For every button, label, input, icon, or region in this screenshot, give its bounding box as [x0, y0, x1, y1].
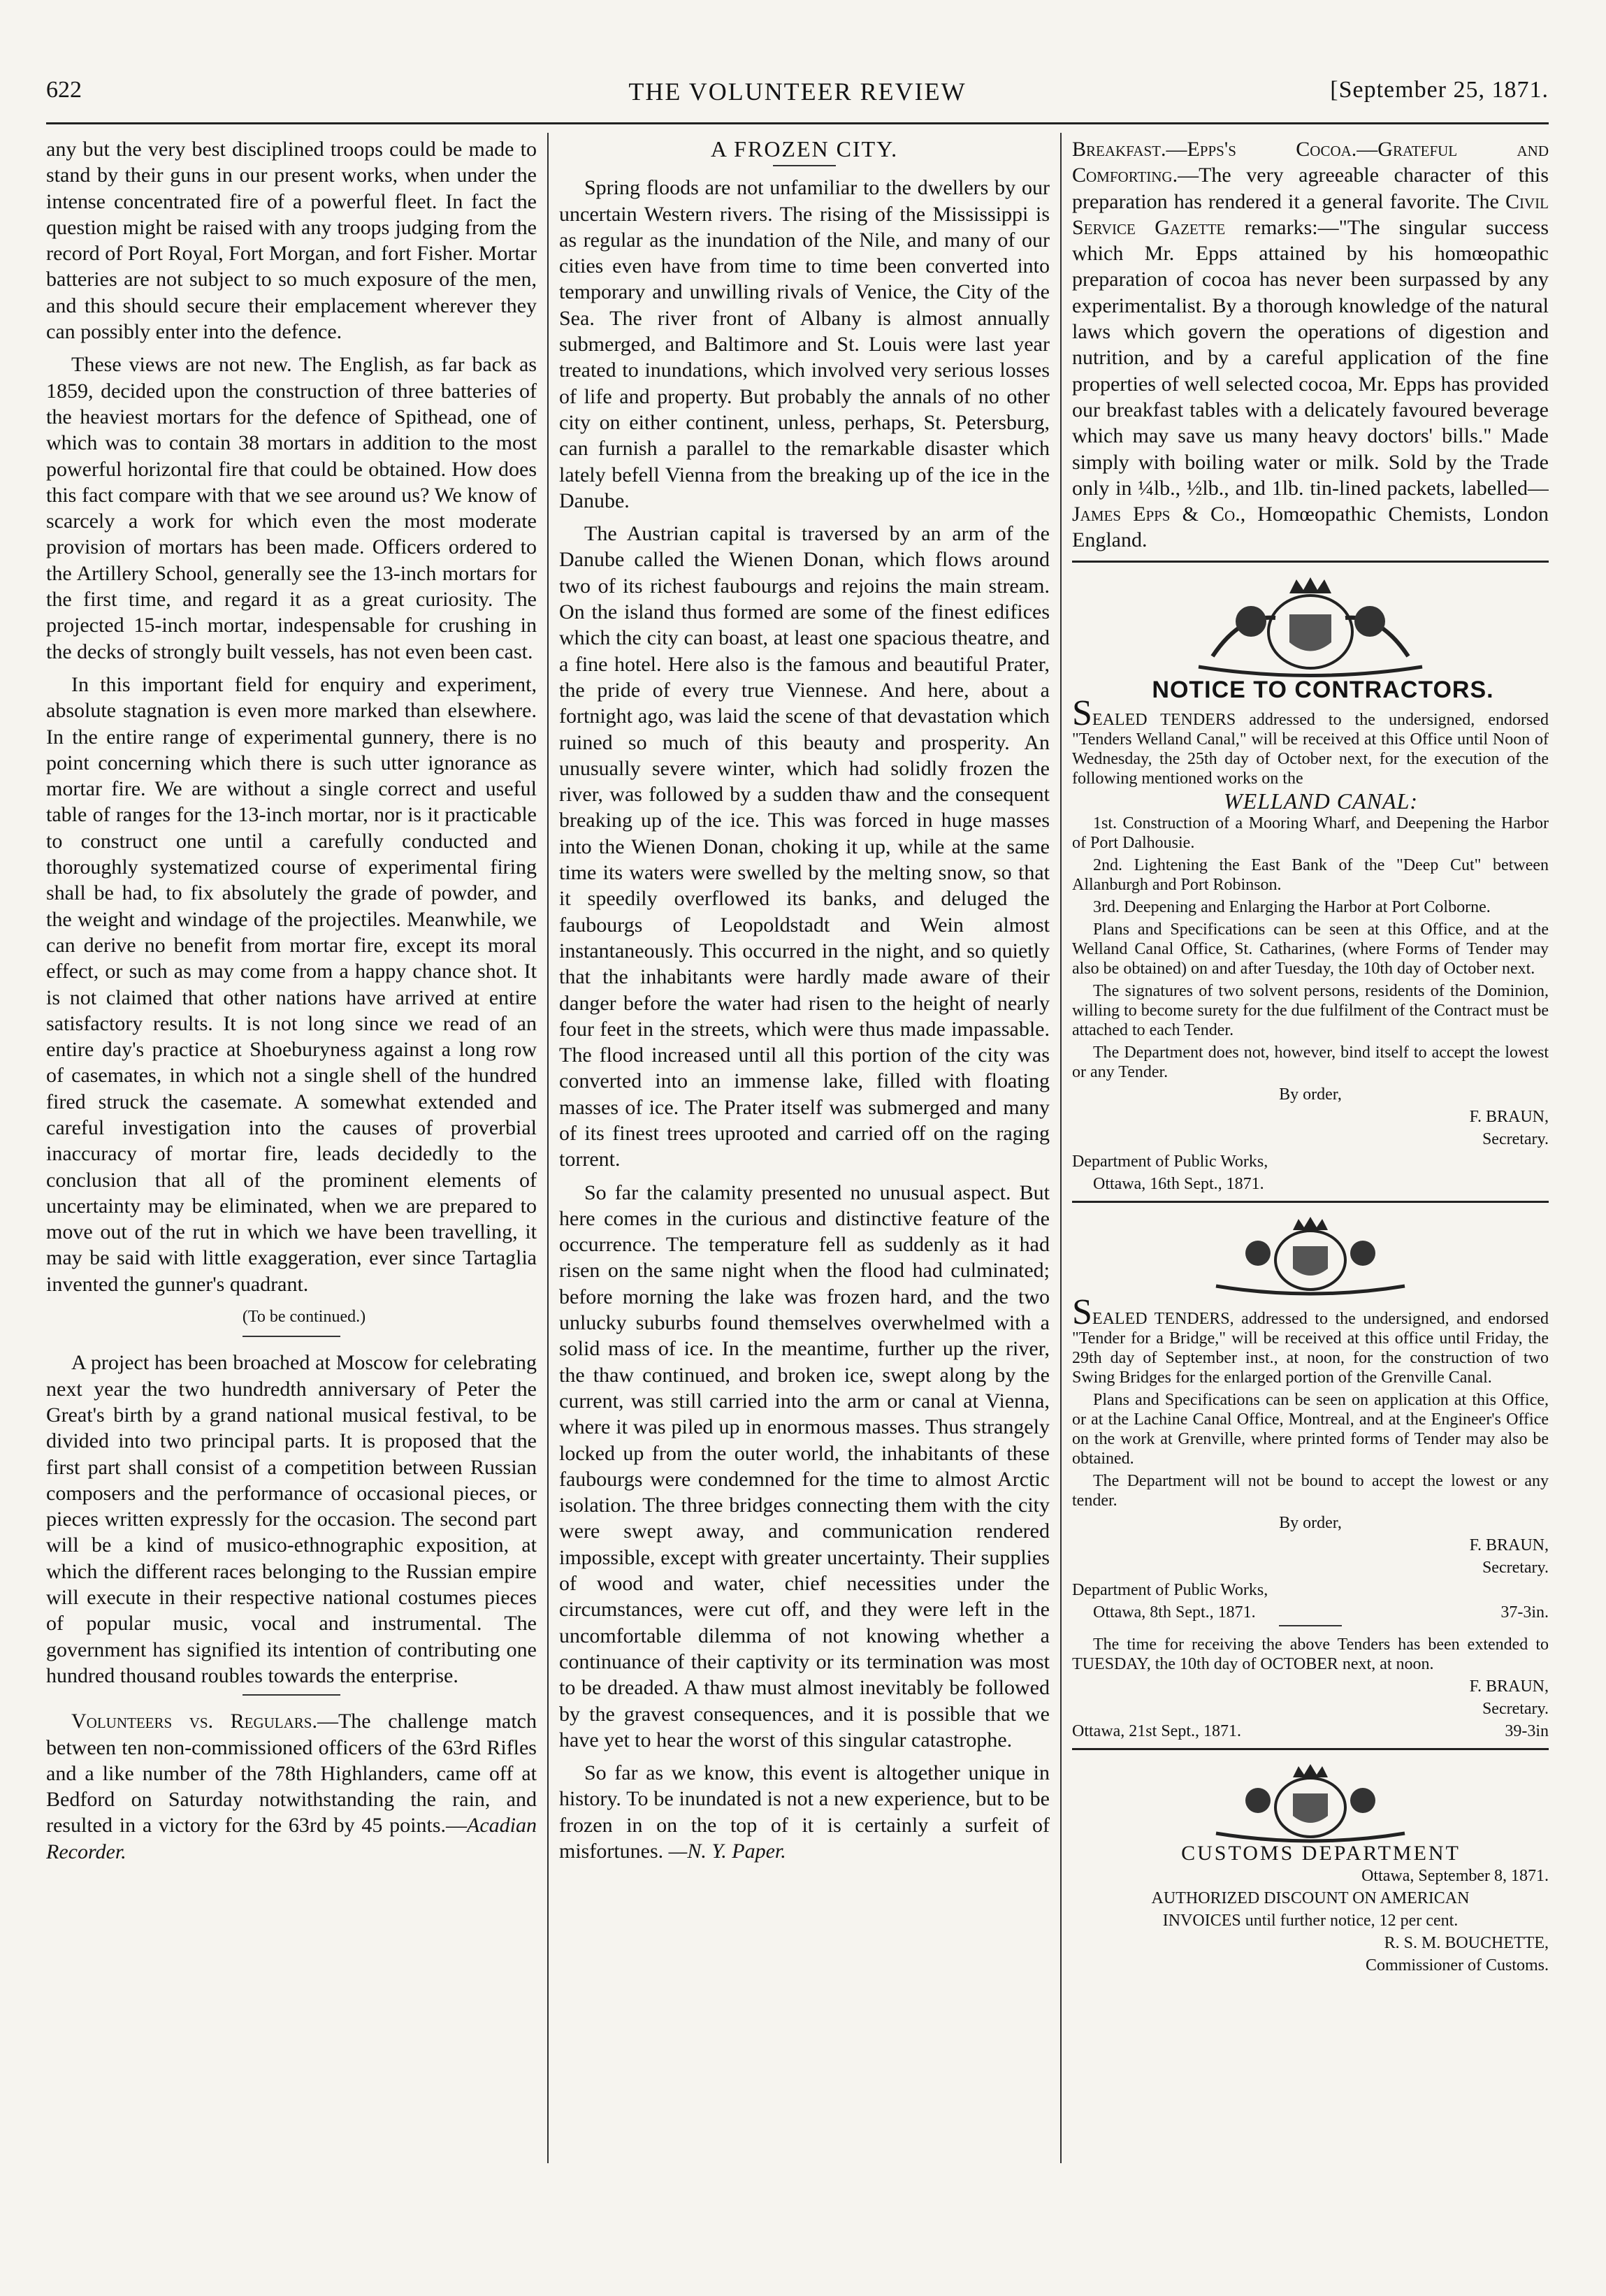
divider [243, 1694, 340, 1696]
page-header [46, 77, 1549, 119]
bridge-plans: Plans and Specifications can be seen on application at this Office, or at the Lachine Canal Office, Montreal, and at the Engineer's Office on the work at Grenville, where printed forms of Tender may also be obtained. [1072, 1391, 1549, 1468]
customs-notice [1072, 1844, 1549, 1975]
frozen-city-p1: Spring floods are not unfamiliar to the dwellers by our uncertain Western rivers. The rising of the Mississippi is as regular as the inundation of the Nile, and many of our cities even have from time to time been converted into temporary and unwilling rivals of Venice, the City of the Sea. The river front of Albany is almost annually submerged, and Baltimore and St. Louis were last year treated to inundations, which involved very serious losses of life and property. But probably the annals of no other city on either continent, unless, perhaps, St. Petersburg, can furnish a parallel to the remarkable disaster which lately befell Vienna from the breaking up of the ice in the Danube. [559, 176, 1050, 512]
volunteers-regulars-article [46, 1708, 537, 1865]
bridge-disclaimer: The Department will not be bound to accept the lowest or any tender. [1072, 1472, 1549, 1510]
publication-title: THE VOLUNTEER REVIEW [628, 78, 967, 106]
signer-name: F. BRAUN, [1469, 1108, 1549, 1127]
customs-line: INVOICES until further notice, 12 per cent. [1162, 1912, 1459, 1930]
department-date-line [1072, 1603, 1549, 1622]
epps-cocoa-ad [1072, 136, 1549, 554]
extension-notice: The time for receiving the above Tenders has been extended to TUESDAY, the 10th day of OCTOBER next, at noon. [1072, 1636, 1549, 1674]
mortar-article-p1: any but the very best disciplined troops could be made to stand by their guns in our present works, when under the intense concentrated fire of a powerful fleet. In fact the question might be raised with any troops judging from the record of Port Royal, Fort Morgan, and fort Fisher. Mortar batteries are not subject to so much exposure of the men, and this should secure their emplacement wherever they can possibly enter into the defence. [46, 138, 537, 344]
notice-intro: SEALED TENDERS addressed to the undersigned, endorsed "Tenders Welland Canal," will be received at this Office until Noon of Wednesday, the 25th day of October next, for the execution of the following mentioned works on the [1072, 693, 1549, 788]
ad-company: James Epps & Co. [1072, 503, 1240, 526]
ad-code: 37-3in. [1500, 1603, 1549, 1622]
title-rule [773, 165, 836, 166]
notice-to-contractors-title: NOTICE TO CONTRACTORS. [1152, 676, 1494, 703]
column-divider-2 [1060, 133, 1062, 2163]
page-number: 622 [46, 77, 82, 103]
issue-date: [September 25, 1871. [1330, 77, 1549, 103]
article-source: Acadian Recorder. [46, 1814, 537, 1863]
header-rule [46, 122, 1549, 124]
signer-title: Secretary. [1482, 1559, 1549, 1577]
ad-divider [1072, 1748, 1549, 1750]
ad-divider [1072, 561, 1549, 563]
ad-text: remarks:—"The singular success which Mr. Epps attained by his homœopathic preparation of cocoa has never been surpassed by any experimentalist. By a thorough knowledge of the natural laws which govern the operations of digestion and nutrition, and by a careful application of the fine properties of well selected cocoa, Mr. Epps has provided our breakfast tables with a delicately favoured beverage which may save us many heavy doctors' bills." Made simply with boiling water or milk. Sold by the Trade only in ¼lb., ½lb., and 1lb. tin-lined packets, labelled— [1072, 215, 1549, 500]
customs-heading: CUSTOMS DEPARTMENT [1181, 1842, 1461, 1865]
works-item: 2nd. Lightening the East Bank of the "Deep Cut" between Allanburgh and Port Robinson. [1072, 856, 1549, 895]
grenville-bridge-notice [1072, 1292, 1549, 1741]
mortar-article-p3: In this important field for enquiry and experiment, absolute stagnation is even more marked than elsewhere. In the entire range of experimental gunnery, there is no point concerning which there is such utter ignorance as mortar fire. We are without a single correct and useful table of ranges for the 13-inch mortar, nor is it practicable to construct one until a carefully conducted and thoroughly systematized course of experimental firing shall be had, to fix absolutely the grade of powder, and the weight and windage of the projectiles. Meanwhile, we can derive no benefit from mortar fire, except its moral effect, or such as may come from a happy chance shot. It is not claimed that other nations have arrived at entire satisfactory results. It is not long since we read of an entire day's practice at Shoeburyness against a long row of casemates, in which not a single shell of the hundred fired struck the casemate. A somewhat extended and careful investigation into the causes of proverbial inaccuracy of mortar fire, leads decidedly to the conclusion that all of the prominent elements of uncertainty may be eliminated, when we are prepared to move out of the rut in which we have been travelling, it may be said with little exaggeration, ever since Tartaglia invented the gunner's quadrant. [46, 672, 537, 1296]
by-order: By order, [1279, 1514, 1342, 1533]
signer-name: F. BRAUN, [1469, 1677, 1549, 1696]
ad-code: 39-3in [1505, 1722, 1549, 1741]
royal-coat-of-arms-icon [1206, 1213, 1415, 1297]
welland-canal-notice [1072, 693, 1549, 1194]
article-body: So far as we know, this event is altogether unique in history. To be inundated is not a new experience, but to be frozen in on the top of it is certainly a surfeit of misfortunes. [559, 1761, 1050, 1863]
column-3 [1072, 136, 1549, 2163]
ad-text: —The very agreeable character of this preparation has rendered it a general favorite. The [1072, 164, 1549, 213]
column-2 [559, 136, 1050, 2163]
ad-lead: Breakfast.—Epps's Cocoa.—Grateful and Comforting. [1072, 138, 1549, 187]
customs-line: AUTHORIZED DISCOUNT ON AMERICAN [1151, 1889, 1470, 1908]
department-name: Department of Public Works, [1072, 1581, 1268, 1600]
extension-date-line [1072, 1721, 1549, 1741]
column-1 [46, 136, 537, 2163]
royal-coat-of-arms-icon [1206, 1760, 1415, 1844]
column-divider-1 [547, 133, 549, 2163]
works-item: 1st. Construction of a Mooring Wharf, and Deepening the Harbor of Port Dalhousie. [1072, 814, 1549, 853]
ad-text: , Homœopathic Chemists, London England. [1072, 503, 1549, 552]
frozen-city-title: A FROZEN CITY. [710, 136, 899, 161]
notice-plans: Plans and Specifications can be seen at this Office, and at the Welland Canal Office, St. Catharines, (where Forms of Tender may also be obtained) on and after Tuesday, the 10th day of October next. [1072, 920, 1549, 979]
by-order: By order, [1279, 1085, 1342, 1104]
extension-date: Ottawa, 21st Sept., 1871. [1072, 1722, 1241, 1741]
article-source: —N. Y. Paper. [668, 1840, 786, 1863]
notice-disclaimer: The Department does not, however, bind itself to accept the lowest or any Tender. [1072, 1044, 1549, 1082]
customs-date: Ottawa, September 8, 1871. [1361, 1867, 1549, 1886]
article-lead: Volunteers vs. Regulars. [71, 1710, 317, 1733]
works-item: 3rd. Deepening and Enlarging the Harbor at Port Colborne. [1093, 898, 1491, 917]
royal-coat-of-arms-icon [1185, 572, 1436, 677]
moscow-festival-article: A project has been broached at Moscow for celebrating next year the two hundredth anniversary of Peter the Great's birth by a grand national musical festival, to be divided into two principal parts. It is proposed that the first part shall consist of a competition between Russian composers and the performance of occasional pieces, or pieces written expressly for the occasion. The second part will be a kind of musico-ethnographic exposition, at which the different races belonging to the Russian empire will execute in their respective national costumes pieces of popular music, vocal and instrumental. The government has signified its intention of contributing one hundred thousand roubles towards the enterprise. [46, 1351, 537, 1687]
signer-name: F. BRAUN, [1469, 1536, 1549, 1555]
department-date: Ottawa, 8th Sept., 1871. [1093, 1603, 1256, 1622]
to-be-continued: (To be continued.) [242, 1308, 366, 1327]
article-body: —The challenge match between ten non-commissioned officers of the 63rd Rifles and a like number of the 78th Highlanders, came off at Bedford on Saturday notwithstanding the rain, and resulted in a victory for the 63rd by 45 points.— [46, 1710, 537, 1837]
divider [243, 1336, 340, 1337]
notice-sureties: The signatures of two solvent persons, residents of the Dominion, willing to become surety for the due fulfilment of the Contract must be attached to each Tender. [1072, 982, 1549, 1040]
signer-title: Secretary. [1482, 1700, 1549, 1719]
signer-title: Secretary. [1482, 1130, 1549, 1149]
customs-signer-title: Commissioner of Customs. [1365, 1956, 1549, 1975]
frozen-city-p4 [559, 1760, 1050, 1864]
department-name: Department of Public Works, [1072, 1153, 1268, 1171]
frozen-city-p3: So far the calamity presented no unusual aspect. But here comes in the curious and distinctive feature of the occurrence. The temperature fell as suddenly as it had risen on the same night when the flood had culminated; before morning the lake was frozen hard, and the two unlucky suburbs found themselves overwhelmed with a solid mass of ice. In the meantime, further up the river, the thaw continued, and broken ice, swept along by the current, was still carried into the arm or canal at Vienna, where it was piled up in enormous masses. Thus strangely locked up from the outer world, the inhabitants of these faubourgs were condemned for the time to almost Arctic isolation. The three bridges connecting them with the city were swept away, and communication rendered impossible, except with greater uncertainty. Their supplies of wood and water, chief necessities under the circumstances, were cut off, and they were left in the uncomfortable dilemma of not knowing whether a continuance of their captivity or its termination was most to be dreaded. A thaw must almost inevitably be followed by the gravest consequences, and it is possible that we have yet to hear the worst of this singular catastrophe. [559, 1181, 1050, 1752]
mortar-article-p2: These views are not new. The English, as far back as 1859, decided upon the construction of three batteries of the heaviest mortars for the defence of Spithead, one of which was to contain 38 mortars in addition to the most powerful horizontal fire that could be obtained. How does this fact compare with that we see around us? We know of scarcely a work for which even the most moderate provision of mortars has been made. Officers ordered to the Artillery School, generally see the 13-inch mortars for the first time, and regard it as a great curiosity. The projected 15-inch mortar, indespensable for crushing in the decks of strongly built vessels, has not even been cast. [46, 353, 537, 663]
welland-canal-heading: WELLAND CANAL: [1223, 788, 1419, 814]
ad-gazette-name: Civil Service Gazette [1072, 189, 1549, 239]
bridge-intro: SEALED TENDERS, addressed to the undersigned, and endorsed "Tender for a Bridge," will be received at this office until Friday, the 29th day of September inst., at noon, for the construction of two Swing Bridges for the enlarged portion of the Grenville Canal. [1072, 1292, 1549, 1387]
customs-signer: R. S. M. BOUCHETTE, [1384, 1934, 1549, 1953]
department-date: Ottawa, 16th Sept., 1871. [1093, 1175, 1264, 1194]
frozen-city-p2: The Austrian capital is traversed by an arm of the Danube called the Wienen Donan, which flows around two of its richest faubourgs and rejoins the main stream. On the island thus formed are some of the finest edifices which the city can boast, at least one spacious theatre, and a fine hotel. Here also is the famous and beautiful Prater, the pride of every true Viennese. And here, about a fortnight ago, was laid the scene of that devastation which ruined so much of this beauty and prosperity. An unusually severe winter, which had solidly frozen the river, was followed by a sudden thaw and the consequent breaking up of the ice. This was forced in huge masses into the Wienen Donan, choking it up, while at the same time its waters were swelled by the melting snow, so that it speedily overflowed its banks, and deluged the faubourgs of Leopoldstadt and Wein almost instantaneously. This occurred in the night, and so quietly that the inhabitants were hardly made aware of their danger before the water had risen to the height of nearly four feet in the streets, which were thus made impassable. The flood increased until all this portion of the city was converted into an immense lake, filled with floating masses of ice. The Prater itself was submerged and many of its finest trees uprooted and carried off on the raging torrent. [559, 522, 1050, 1171]
divider [1279, 1625, 1342, 1626]
ad-divider [1072, 1201, 1549, 1203]
